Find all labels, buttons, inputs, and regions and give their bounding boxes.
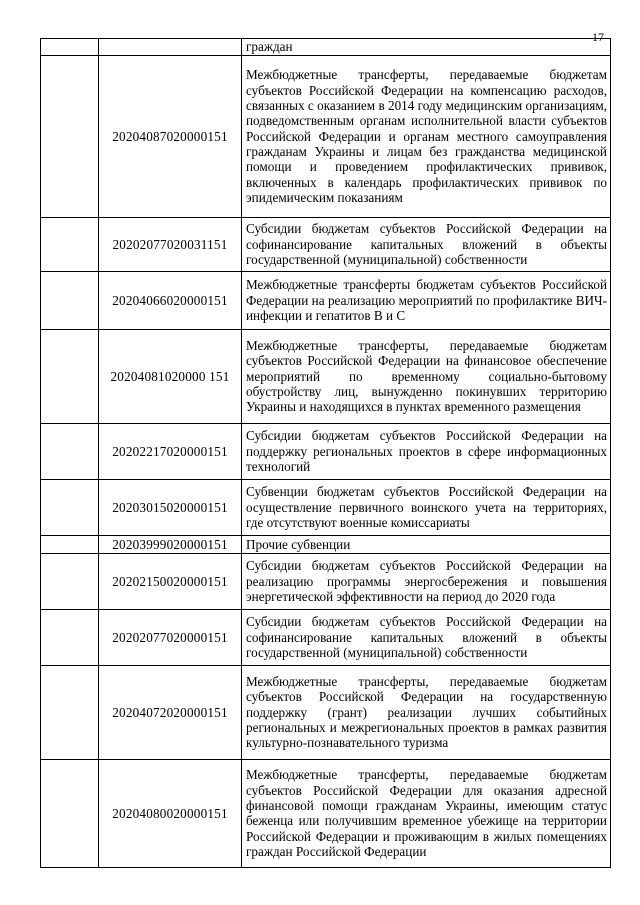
description-cell: Прочие субвенции [242,536,611,554]
table-row [41,272,611,330]
budget-code-cell: 20203015020000151 [99,480,242,536]
empty-cell [41,480,99,536]
budget-code-cell: 20203999020000151 [99,536,242,554]
table-row [41,536,611,554]
description-cell: Межбюджетные трансферты, передаваемые бюджетам субъектов Российской Федерации на финансовое обеспечение мероприятий по временному социально-бытовому обустройству лиц, вынужденно покинувших территорию Украины и находящихся в пунктах временного размещения [242,330,611,424]
budget-code-cell: 20202217020000151 [99,424,242,480]
description-cell: Субвенции бюджетам субъектов Российской Федерации на осуществление первичного воинского учета на территориях, где отсутствуют военные комиссариаты [242,480,611,536]
budget-code-cell: 20204081020000 151 [99,330,242,424]
empty-cell [41,330,99,424]
empty-cell [41,610,99,666]
budget-code-cell: 20204072020000151 [99,666,242,760]
budget-code-cell [99,39,242,56]
empty-cell [41,272,99,330]
page-number: 17 [592,30,604,44]
budget-code-cell: 20202077020000151 [99,610,242,666]
description-cell: Межбюджетные трансферты, передаваемые бюджетам субъектов Российской Федерации на компенсацию расходов, связанных с оказанием в 2014 году медицинским организациям, подведомственным органам исполнительной власти субъектов Российской Федерации и органам местного самоуправления гражданам Украины и лицам без гражданства медицинской помощи и проведением профилактических прививок, включенных в календарь профилактических прививок по эпидемическим показаниям [242,56,611,218]
description-cell: Межбюджетные трансферты, передаваемые бюджетам субъектов Российской Федерации на государственную поддержку (грант) реализации лучших событийных региональных и межрегиональных проектов в рамках развития культурно-познавательного туризма [242,666,611,760]
budget-codes-table [40,38,611,868]
description-cell: Субсидии бюджетам субъектов Российской Федерации на реализацию программы энергосбережения и повышения энергетической эффективности на период до 2020 года [242,554,611,610]
description-cell: Субсидии бюджетам субъектов Российской Федерации на софинансирование капитальных вложений в объекты государственной (муниципальной) собственности [242,610,611,666]
description-cell: Межбюджетные трансферты бюджетам субъектов Российской Федерации на реализацию мероприятий по профилактике ВИЧ-инфекции и гепатитов B и C [242,272,611,330]
table-row [41,218,611,272]
empty-cell [41,218,99,272]
table-row [41,480,611,536]
empty-cell [41,666,99,760]
budget-code-cell: 20202150020000151 [99,554,242,610]
table-row [41,330,611,424]
table-row [41,56,611,218]
empty-cell [41,760,99,868]
empty-cell [41,39,99,56]
description-cell: Субсидии бюджетам субъектов Российской Федерации на поддержку региональных проектов в сфере информационных технологий [242,424,611,480]
budget-code-cell: 20204066020000151 [99,272,242,330]
table-row [41,39,611,56]
description-cell: Субсидии бюджетам субъектов Российской Федерации на софинансирование капитальных вложений в объекты государственной (муниципальной) собственности [242,218,611,272]
table-row [41,760,611,868]
empty-cell [41,424,99,480]
empty-cell [41,536,99,554]
empty-cell [41,56,99,218]
empty-cell [41,554,99,610]
table-row [41,666,611,760]
table-row [41,424,611,480]
budget-code-cell: 20204080020000151 [99,760,242,868]
description-cell: Межбюджетные трансферты, передаваемые бюджетам субъектов Российской Федерации для оказания адресной финансовой помощи гражданам Украины, имеющим статус беженца или получившим временное убежище на территории Российской Федерации и проживающим в жилых помещениях граждан Российской Федерации [242,760,611,868]
budget-code-cell: 20202077020031151 [99,218,242,272]
table-row [41,610,611,666]
budget-code-cell: 20204087020000151 [99,56,242,218]
description-cell: граждан [242,39,611,56]
table-row [41,554,611,610]
